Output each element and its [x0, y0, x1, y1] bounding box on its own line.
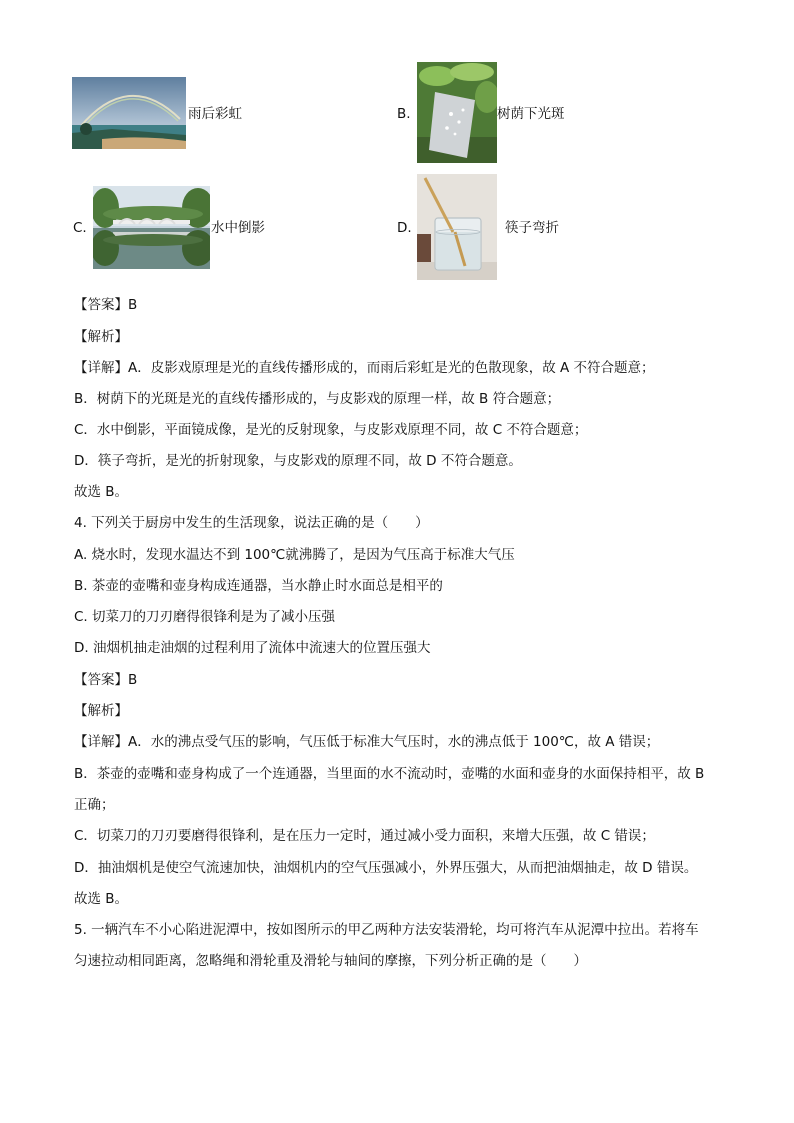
tree-shade-light-spot-image: [417, 62, 497, 163]
q4-answer: 【答案】B: [74, 672, 138, 688]
q3-detail-line: C．水中倒影，平面镜成像，是光的反射现象，与皮影戏原理不同，故 C 不符合题意；: [74, 422, 588, 438]
q4-option-c: C. 切菜刀的刀刃磨得很锋利是为了减小压强: [74, 609, 336, 625]
option-b-letter: B.: [397, 106, 411, 122]
q4-detail-line: D．抽油烟机是使空气流速加快，油烟机内的空气压强减小，外界压强大，从而把油烟抽走，故 D 错误。: [74, 860, 698, 876]
q4-analysis-heading: 【解析】: [74, 703, 128, 719]
option-c-letter: C.: [73, 220, 87, 236]
q4-option-a: A. 烧水时，发现水温达不到 100℃就沸腾了，是因为气压高于标准大气压: [74, 547, 515, 563]
water-reflection-image: [93, 186, 210, 269]
bent-chopstick-image: [417, 174, 497, 280]
q4-conclusion: 故选 B。: [74, 891, 129, 907]
option-d-caption: 筷子弯折: [505, 220, 559, 236]
rainbow-image: [72, 77, 186, 149]
q4-detail-line: B．茶壶的壶嘴和壶身构成了一个连通器，当里面的水不流动时，壶嘴的水面和壶身的水面保持相平，故 B: [74, 766, 705, 782]
q4-option-d: D. 油烟机抽走油烟的过程利用了流体中流速大的位置压强大: [74, 640, 431, 656]
q5-stem-line: 5. 一辆汽车不小心陷进泥潭中，按如图所示的甲乙两种方法安装滑轮，均可将汽车从泥潭中拉出。若将车: [74, 922, 699, 938]
q5-stem-line: 匀速拉动相同距离，忽略绳和滑轮重及滑轮与轴间的摩擦，下列分析正确的是（ ）: [74, 953, 587, 969]
q3-detail-line: D．筷子弯折，是光的折射现象，与皮影戏的原理不同，故 D 不符合题意。: [74, 453, 522, 469]
q3-detail-line: 【详解】A．皮影戏原理是光的直线传播形成的，而雨后彩虹是光的色散现象，故 A 不符合题意；: [74, 360, 655, 376]
q3-answer: 【答案】B: [74, 297, 138, 313]
q3-conclusion: 故选 B。: [74, 484, 129, 500]
q4-detail-line: 正确；: [74, 797, 115, 813]
option-c-caption: 水中倒影: [211, 220, 265, 236]
q4-stem: 4. 下列关于厨房中发生的生活现象，说法正确的是（ ）: [74, 515, 429, 531]
q4-detail-line: C．切菜刀的刀刃要磨得很锋利，是在压力一定时，通过减小受力面积，来增大压强，故 C 错误；: [74, 828, 655, 844]
q4-option-b: B. 茶壶的壶嘴和壶身构成连通器，当水静止时水面总是相平的: [74, 578, 443, 594]
q4-detail-line: 【详解】A．水的沸点受气压的影响，气压低于标准大气压时，水的沸点低于 100℃，故 A 错误；: [74, 734, 660, 750]
option-b-caption: 树荫下光斑: [497, 106, 565, 122]
option-a-caption: 雨后彩虹: [188, 106, 242, 122]
q3-analysis-heading: 【解析】: [74, 329, 128, 345]
option-d-letter: D.: [397, 220, 412, 236]
q3-detail-line: B．树荫下的光斑是光的直线传播形成的，与皮影戏的原理一样，故 B 符合题意；: [74, 391, 561, 407]
